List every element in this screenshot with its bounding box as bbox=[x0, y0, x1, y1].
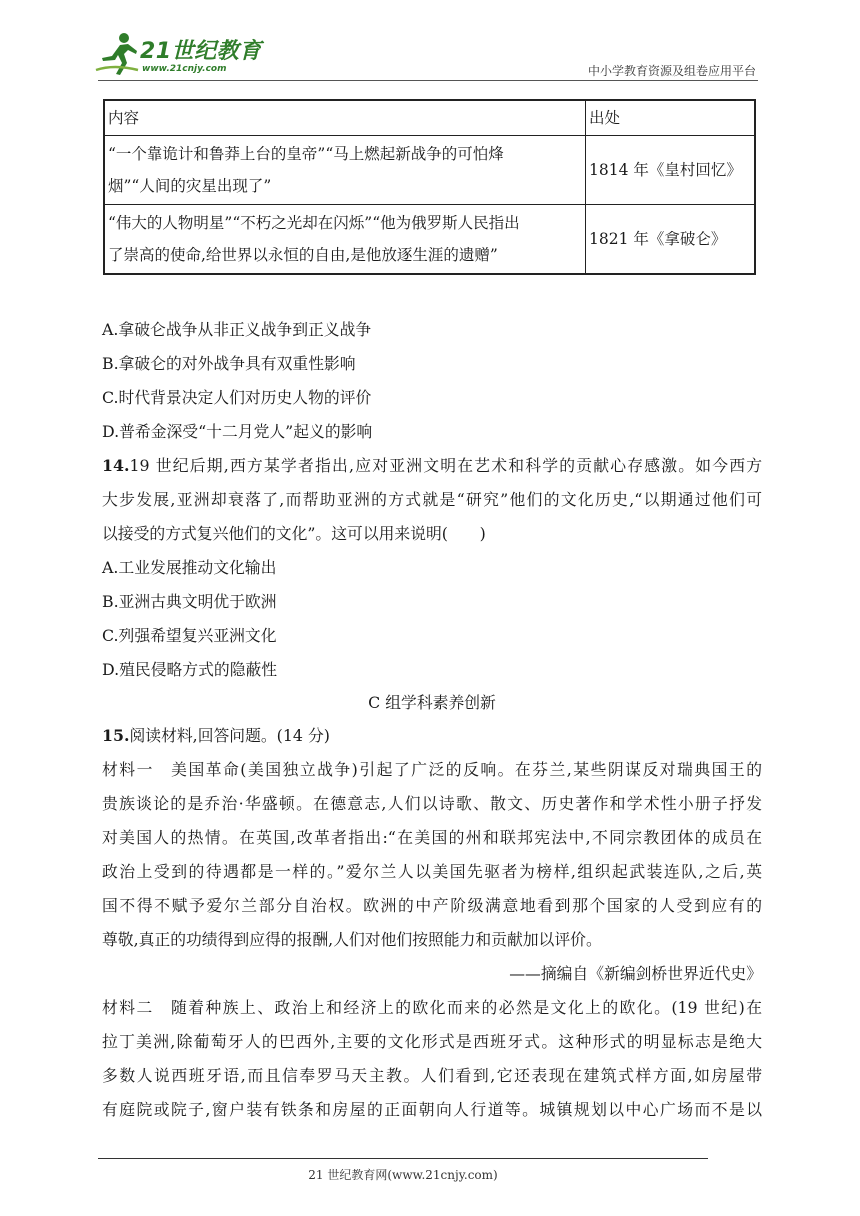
table-header-source: 出处 bbox=[586, 100, 756, 136]
table-row bbox=[104, 205, 755, 275]
table-header-content: 内容 bbox=[104, 100, 586, 136]
table-header-row bbox=[104, 100, 755, 136]
q14-number: 14. bbox=[102, 456, 130, 475]
cell-line: 了崇高的使命,给世界以永恒的自由,是他放逐生涯的遗赠” bbox=[108, 246, 498, 264]
q14-line-3: 以接受的方式复兴他们的文化”。这可以用来说明( ) bbox=[102, 524, 486, 543]
logo-text: 21世纪教育 bbox=[140, 39, 262, 64]
q14-line-1 bbox=[102, 453, 762, 476]
material1-line: 贵族谈论的是乔治·华盛顿。在德意志,人们以诗歌、散文、历史著作和学术性小册子抒发 bbox=[102, 794, 762, 813]
q15-stem-text: 阅读材料,回答问题。(14 分) bbox=[129, 726, 330, 745]
option-d: D.普希金深受“十二月党人”起义的影响 bbox=[102, 422, 373, 441]
page-footer: 21 世纪教育网(www.21cnjy.com) bbox=[308, 1168, 498, 1182]
table-row bbox=[104, 136, 755, 205]
q14-text: 19 世纪后期,西方某学者指出,应对亚洲文明在艺术和科学的贡献心存感激。如今西方 bbox=[129, 456, 762, 475]
platform-title: 中小学教育资源及组卷应用平台 bbox=[587, 64, 756, 78]
material1-line: 材料一 美国革命(美国独立战争)引起了广泛的反响。在芬兰,某些阴谋反对瑞典国王的 bbox=[102, 760, 762, 779]
logo bbox=[94, 30, 264, 80]
option-c: C.时代背景决定人们对历史人物的评价 bbox=[102, 388, 372, 407]
source-table bbox=[103, 99, 756, 275]
q15-stem bbox=[102, 723, 330, 746]
table-cell-content bbox=[104, 205, 586, 275]
page-header bbox=[0, 0, 860, 90]
runner-logo-icon bbox=[94, 30, 142, 78]
q14-option-b: B.亚洲古典文明优于欧洲 bbox=[102, 592, 277, 611]
q14-option-c: C.列强希望复兴亚洲文化 bbox=[102, 626, 277, 645]
q14-option-a: A.工业发展推动文化输出 bbox=[102, 558, 277, 577]
material2-line: 材料二 随着种族上、政治上和经济上的欧化而来的必然是文化上的欧化。(19 世纪)在 bbox=[102, 998, 762, 1017]
q14-option-d: D.殖民侵略方式的隐蔽性 bbox=[102, 660, 278, 679]
material1-line: 对美国人的热情。在英国,改革者指出:“在美国的州和联邦宪法中,不同宗教团体的成员在 bbox=[102, 828, 762, 847]
cell-line: 烟”“人间的灾星出现了” bbox=[108, 177, 272, 195]
material1-line: 国不得不赋予爱尔兰部分自治权。欧洲的中产阶级满意地看到那个国家的人受到应有的 bbox=[102, 896, 762, 915]
q15-number: 15. bbox=[102, 726, 130, 745]
section-title: C 组学科素养创新 bbox=[368, 693, 496, 712]
material1-line: 尊敬,真正的功绩得到应得的报酬,人们对他们按照能力和贡献加以评价。 bbox=[102, 930, 602, 949]
header-divider bbox=[98, 80, 758, 81]
logo-url: www.21cnjy.com bbox=[142, 64, 227, 74]
table-cell-content bbox=[104, 136, 586, 205]
option-b: B.拿破仑的对外战争具有双重性影响 bbox=[102, 354, 356, 373]
material2-line: 有庭院或院子,窗户装有铁条和房屋的正面朝向人行道等。城镇规划以中心广场而不是以 bbox=[102, 1100, 762, 1119]
option-a: A.拿破仑战争从非正义战争到正义战争 bbox=[102, 320, 372, 339]
cell-line: “伟大的人物明星”“不朽之光却在闪烁”“他为俄罗斯人民指出 bbox=[108, 214, 520, 232]
table-cell-source: 1814 年《皇村回忆》 bbox=[586, 136, 756, 205]
footer-divider bbox=[98, 1158, 708, 1159]
material1-line: 政治上受到的待遇都是一样的。”爱尔兰人以美国先驱者为榜样,组织起武装连队,之后,英 bbox=[102, 862, 762, 881]
material1-source: ——摘编自《新编剑桥世界近代史》 bbox=[509, 964, 762, 983]
material2-line: 拉丁美洲,除葡萄牙人的巴西外,主要的文化形式是西班牙式。这种形式的明显标志是绝大 bbox=[102, 1032, 762, 1051]
material2-line: 多数人说西班牙语,而且信奉罗马天主教。人们看到,它还表现在建筑式样方面,如房屋带 bbox=[102, 1066, 762, 1085]
cell-line: “一个靠诡计和鲁莽上台的皇帝”“马上燃起新战争的可怕烽 bbox=[108, 145, 504, 163]
table-cell-source: 1821 年《拿破仑》 bbox=[586, 205, 756, 275]
q14-line-2: 大步发展,亚洲却衰落了,而帮助亚洲的方式就是“研究”他们的文化历史,“以期通过他们可 bbox=[102, 490, 762, 509]
